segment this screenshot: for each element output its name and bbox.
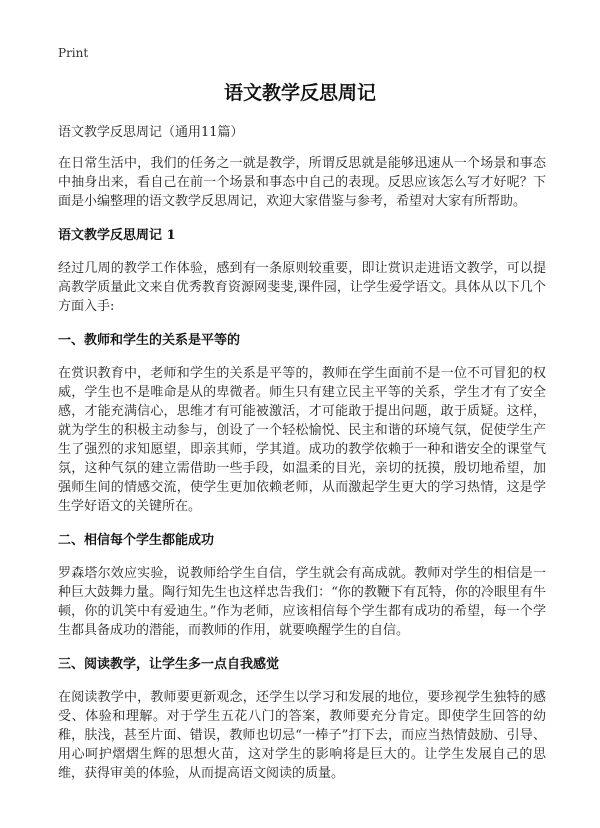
point-3-heading: 三、阅读教学，让学生多一点自我感觉 <box>58 657 280 672</box>
section-1-paragraph: 经过几周的教学工作体验，感到有一条原则较重要，即让赏识走进语文教学，可以提高教学质量此文来自优秀教育资源网斐斐,课件园，让学生爱学语文。具体从以下几个方面入手: <box>58 261 546 314</box>
point-1-paragraph: 在赏识教育中，老师和学生的关系是平等的，教师在学生面前不是一位不可冒犯的权威，学生也不是唯命是从的卑微者。师生只有建立民主平等的关系，学生才有了安全感，才能充满信心，思维才有可能被激活，才可能敢于提出问题，敢于质疑。这样，就为学生的积极主动参与，创设了一个轻松愉悦、民主和谐的环境气氛，促使学生产生了强烈的求知愿望，即亲其师，学其道。成功的教学依赖于一种和谐安全的课堂气氛，这种气氛的建立需借助一些手段，如温柔的目光，亲切的抚摸，殷切地希望，加强师生间的情感交流，使学生更加依赖老师，从而激起学生更大的学习热情，这是学生学好语文的关键所在。 <box>58 366 546 514</box>
point-2-heading: 二、相信每个学生都能成功 <box>58 533 215 548</box>
intro-paragraph: 在日常生活中，我们的任务之一就是教学，所谓反思就是能够迅速从一个场景和事态中抽身出来，看自己在前一个场景和事态中自己的表现。反思应该怎么写才好呢？下面是小编整理的语文教学反思周记，欢迎大家借鉴与参考，希望对大家有所帮助。 <box>58 156 546 209</box>
section-1-heading: 语文教学反思周记 1 <box>58 228 176 243</box>
point-2-paragraph: 罗森塔尔效应实验，说教师给学生自信，学生就会有高成就。教师对学生的相信是一种巨大鼓舞力量。陶行知先生也这样忠告我们：“你的教鞭下有瓦特，你的冷眼里有牛顿，你的讥笑中有爱迪生。”作为老师，应该相信每个学生都有成功的希望，每一个学生都具备成功的潜能，而教师的作用，就要唤醒学生的自信。 <box>58 566 546 638</box>
document-subtitle: 语文教学反思周记（通用11篇） <box>58 125 244 140</box>
print-label: Print <box>58 46 89 60</box>
point-1-heading: 一、教师和学生的关系是平等的 <box>58 333 241 348</box>
point-3-paragraph: 在阅读教学中，教师要更新观念，还学生以学习和发展的地位，要珍视学生独特的感受、体验和理解。对于学生五花八门的答案，教师要充分肯定。即使学生回答的幼稚，肤浅，甚至片面、错误，教师也切忌“一棒子”打下去，而应当热情鼓励、引导、用心呵护熠熠生辉的思想火苗，这对学生的影响将是巨大的。让学生发展自己的思维，获得审美的体验，从而提高语文阅读的质量。 <box>58 690 546 781</box>
document-body <box>58 124 546 799</box>
document-title: 语文教学反思周记 <box>223 82 376 104</box>
